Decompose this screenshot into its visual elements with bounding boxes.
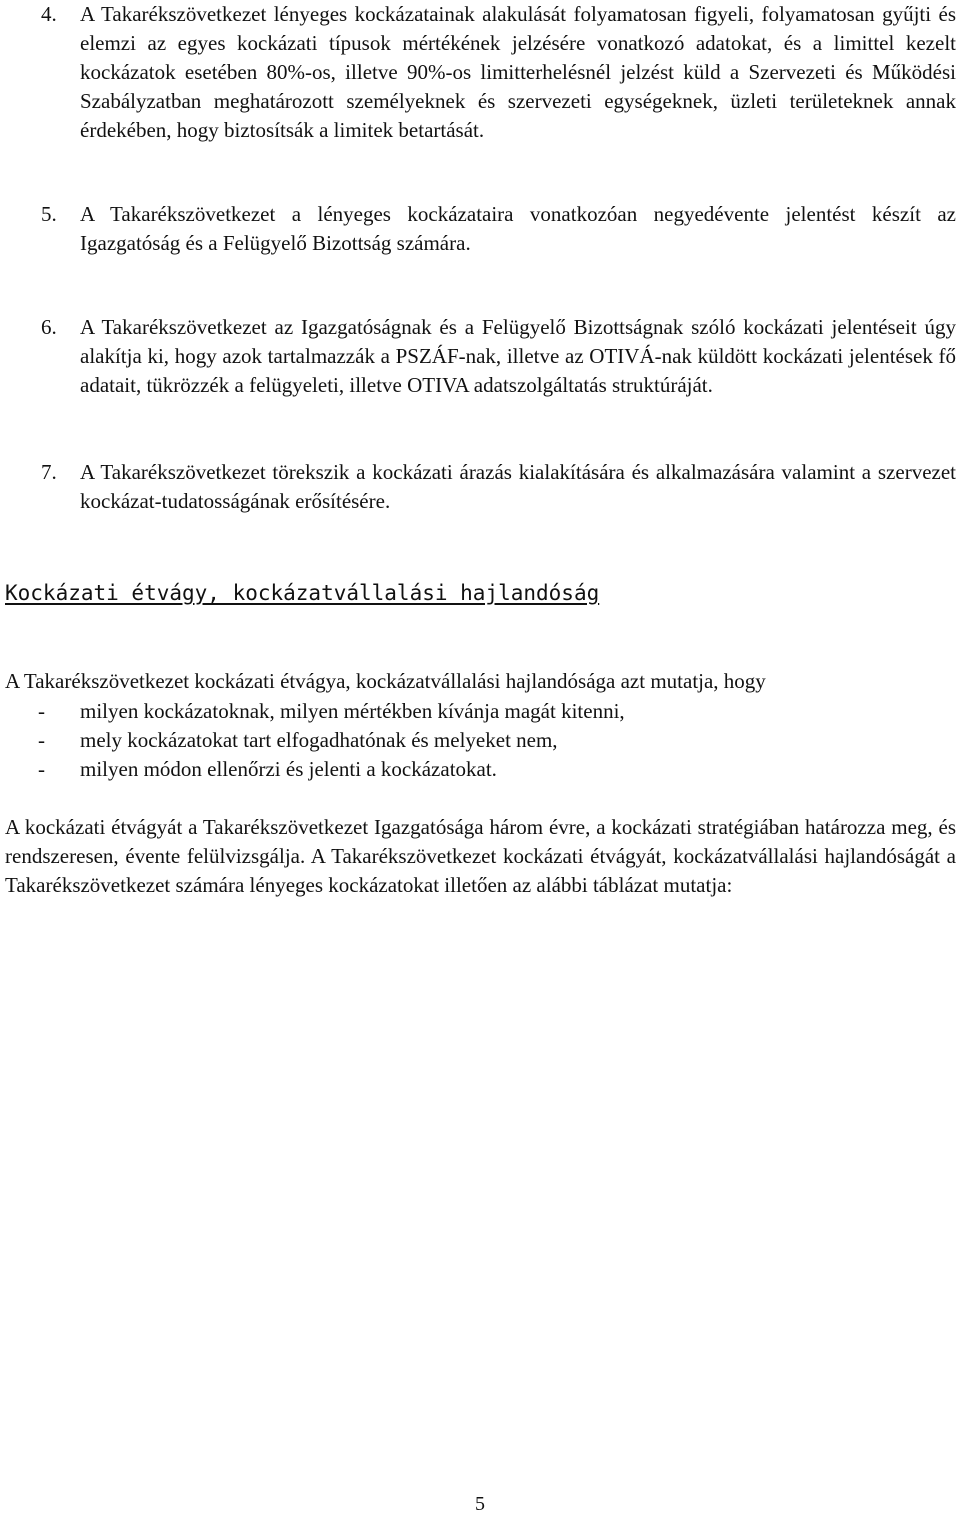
section-heading: Kockázati étvágy, kockázatvállalási hajlandóság bbox=[5, 581, 600, 605]
numbered-item-6 bbox=[8, 313, 956, 400]
numbered-item-5 bbox=[8, 200, 956, 258]
risk-appetite-list bbox=[5, 697, 945, 784]
section-intro: A Takarékszövetkezet kockázati étvágya, kockázatvállalási hajlandósága azt mutatja, hogy bbox=[5, 669, 766, 693]
item-number: 7. bbox=[41, 460, 57, 484]
list-item-text: mely kockázatokat tart elfogadhatónak és melyeket nem, bbox=[80, 728, 558, 752]
item-number: 4. bbox=[41, 2, 57, 26]
item-text: A Takarékszövetkezet törekszik a kockázati árazás kialakítására és alkalmazására valamint a szervezet kockázat-tudatosságának erősítésére. bbox=[80, 460, 956, 513]
closing-paragraph: A kockázati étvágyát a Takarékszövetkezet Igazgatósága három évre, a kockázati stratégiában határozza meg, és rendszeresen, évente felülvizsgálja. A Takarékszövetkezet kockázati étvágyát, kockázatvállalási hajlandóságát a Takarékszövetkezet számára lényeges kockázatokat illetően az alábbi táblázat mutatja: bbox=[5, 815, 956, 897]
page-number: 5 bbox=[475, 1493, 485, 1515]
item-text: A Takarékszövetkezet a lényeges kockázataira vonatkozóan negyedévente jelentést készít az Igazgatóság és a Felügyelő Bizottság számára. bbox=[80, 202, 956, 255]
list-dash: - bbox=[38, 757, 45, 781]
item-number: 5. bbox=[41, 202, 57, 226]
list-item bbox=[5, 697, 945, 726]
numbered-item-4 bbox=[8, 0, 956, 145]
item-number: 6. bbox=[41, 315, 57, 339]
list-dash: - bbox=[38, 699, 45, 723]
list-item bbox=[5, 726, 945, 755]
item-text: A Takarékszövetkezet az Igazgatóságnak és a Felügyelő Bizottságnak szóló kockázati jelentéseit úgy alakítja ki, hogy azok tartalmazzák a PSZÁF-nak, illetve az OTIVÁ-nak küldött kockázati jelentések fő adatait, tükrözzék a felügyeleti, illetve OTIVA adatszolgáltatás struktúráját. bbox=[80, 315, 956, 397]
list-item-text: milyen módon ellenőrzi és jelenti a kockázatokat. bbox=[80, 757, 497, 781]
numbered-item-7 bbox=[8, 458, 956, 516]
list-item-text: milyen kockázatoknak, milyen mértékben kívánja magát kitenni, bbox=[80, 699, 625, 723]
item-text: A Takarékszövetkezet lényeges kockázatainak alakulását folyamatosan figyeli, folyamatosan gyűjti és elemzi az egyes kockázati típusok mértékének jelzésére vonatkozó adatokat, és a limittel kezelt kockázatok esetében 80%-os, illetve 90%-os limitterhelésnél jelzést küld a Szervezeti és Működési Szabályzatban meghatározott személyeknek és szervezeti egységeknek, üzleti területeknek annak érdekében, hogy biztosítsák a limitek betartását. bbox=[80, 2, 956, 142]
list-item bbox=[5, 755, 945, 784]
list-dash: - bbox=[38, 728, 45, 752]
